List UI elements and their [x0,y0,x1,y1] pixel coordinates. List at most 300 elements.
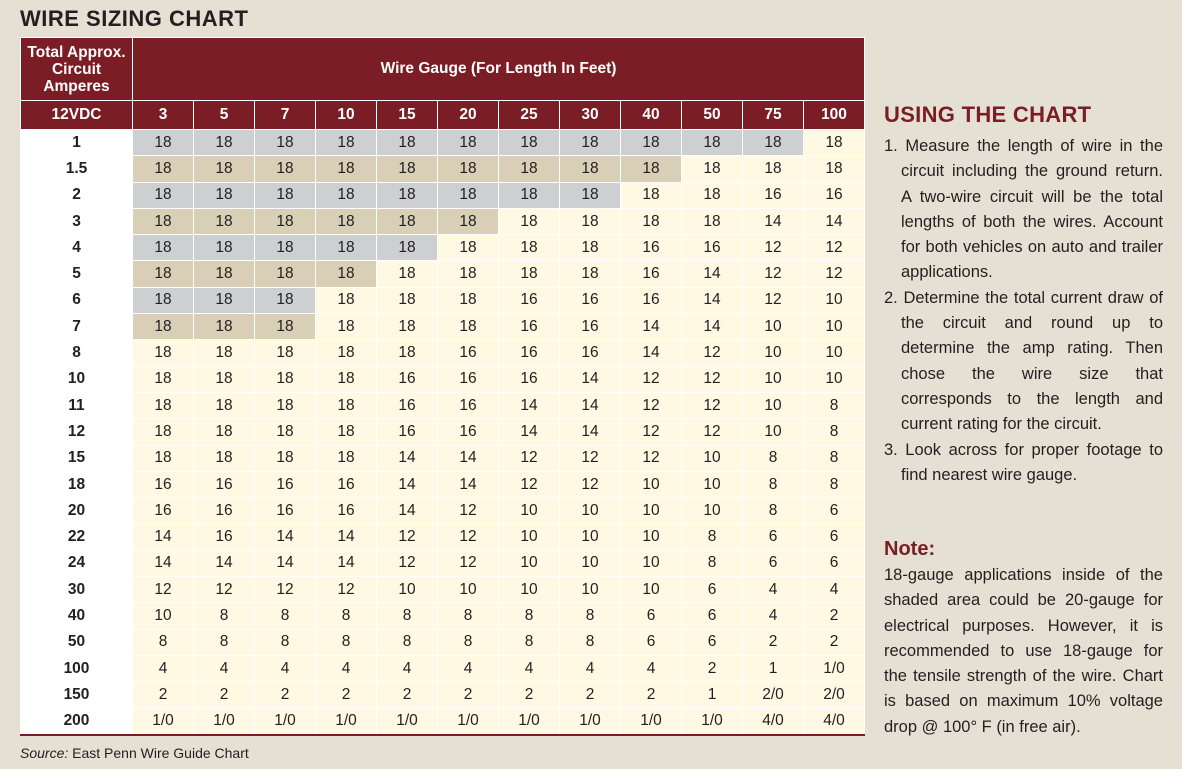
gauge-cell: 16 [743,182,804,208]
gauge-cell: 18 [682,156,743,182]
table-row [21,287,865,313]
gauge-cell: 8 [743,471,804,497]
gauge-cell: 8 [194,629,255,655]
wire-sizing-table-wrap [20,37,865,736]
table-row [21,498,865,524]
gauge-cell: 18 [255,156,316,182]
gauge-cell: 8 [682,524,743,550]
gauge-cell: 2 [621,682,682,708]
table-row [21,603,865,629]
gauge-cell: 4 [194,655,255,681]
gauge-cell: 12 [560,471,621,497]
corner-header: Total Approx. Circuit Amperes [21,38,133,101]
gauge-cell: 14 [316,524,377,550]
gauge-cell: 10 [743,366,804,392]
gauge-cell: 12 [316,577,377,603]
gauge-cell: 2 [560,682,621,708]
gauge-cell: 18 [255,392,316,418]
amps-cell: 15 [21,445,133,471]
gauge-cell: 12 [194,577,255,603]
gauge-cell: 18 [377,287,438,313]
gauge-cell: 18 [804,130,865,156]
gauge-cell: 14 [255,550,316,576]
gauge-cell: 18 [194,445,255,471]
gauge-cell: 4/0 [804,708,865,735]
gauge-cell: 10 [621,550,682,576]
gauge-cell: 12 [621,419,682,445]
amps-cell: 10 [21,366,133,392]
gauge-cell: 12 [377,524,438,550]
gauge-cell: 12 [133,577,194,603]
gauge-cell: 6 [621,603,682,629]
gauge-cell: 4 [316,655,377,681]
gauge-cell: 10 [621,498,682,524]
gauge-cell: 8 [438,629,499,655]
gauge-cell: 1/0 [438,708,499,735]
gauge-cell: 8 [194,603,255,629]
gauge-cell: 2 [316,682,377,708]
gauge-cell: 1 [743,655,804,681]
gauge-cell: 2 [743,629,804,655]
gauge-cell: 18 [255,182,316,208]
gauge-cell: 12 [438,524,499,550]
gauge-cell: 18 [438,208,499,234]
gauge-cell: 1 [682,682,743,708]
gauge-cell: 2 [255,682,316,708]
gauge-cell: 4 [133,655,194,681]
gauge-cell: 4 [743,603,804,629]
gauge-cell: 1/0 [621,708,682,735]
page-title: WIRE SIZING CHART [20,6,249,31]
gauge-cell: 10 [804,314,865,340]
length-header: 50 [682,101,743,130]
amps-cell: 11 [21,392,133,418]
gauge-cell: 14 [377,471,438,497]
gauge-cell: 12 [804,235,865,261]
gauge-cell: 18 [682,182,743,208]
amps-cell: 12 [21,419,133,445]
gauge-cell: 16 [194,471,255,497]
gauge-cell: 18 [377,156,438,182]
gauge-cell: 16 [255,471,316,497]
gauge-cell: 12 [743,261,804,287]
gauge-cell: 18 [621,208,682,234]
table-row [21,708,865,735]
gauge-cell: 18 [438,156,499,182]
gauge-cell: 8 [560,629,621,655]
gauge-cell: 6 [682,629,743,655]
gauge-cell: 14 [560,366,621,392]
gauge-cell: 10 [560,524,621,550]
gauge-cell: 18 [255,261,316,287]
gauge-cell: 18 [133,314,194,340]
table-row [21,655,865,681]
gauge-cell: 16 [499,366,560,392]
gauge-cell: 18 [255,314,316,340]
gauge-cell: 10 [743,392,804,418]
amps-cell: 150 [21,682,133,708]
gauge-cell: 18 [194,208,255,234]
gauge-cell: 18 [560,235,621,261]
gauge-cell: 16 [621,287,682,313]
gauge-cell: 12 [682,366,743,392]
gauge-cell: 8 [804,445,865,471]
gauge-cell: 18 [133,340,194,366]
gauge-cell: 12 [743,287,804,313]
gauge-cell: 12 [621,445,682,471]
gauge-cell: 18 [133,156,194,182]
gauge-cell: 14 [499,392,560,418]
gauge-cell: 18 [377,261,438,287]
gauge-cell: 18 [194,340,255,366]
gauge-cell: 14 [804,208,865,234]
gauge-cell: 10 [804,340,865,366]
gauge-cell: 18 [499,208,560,234]
gauge-cell: 8 [255,603,316,629]
gauge-cell: 10 [682,445,743,471]
gauge-cell: 16 [133,471,194,497]
source-label: Source: [20,745,69,761]
gauge-cell: 12 [621,392,682,418]
gauge-cell: 2 [804,603,865,629]
gauge-cell: 14 [621,340,682,366]
gauge-cell: 10 [621,577,682,603]
gauge-cell: 8 [743,445,804,471]
source-text: East Penn Wire Guide Chart [68,745,249,761]
gauge-cell: 18 [316,235,377,261]
amps-cell: 4 [21,235,133,261]
gauge-cell: 18 [255,366,316,392]
gauge-cell: 18 [194,235,255,261]
gauge-cell: 18 [133,445,194,471]
gauge-cell: 18 [194,182,255,208]
gauge-cell: 8 [560,603,621,629]
gauge-cell: 18 [499,130,560,156]
gauge-cell: 14 [438,445,499,471]
gauge-cell: 16 [194,524,255,550]
gauge-cell: 18 [194,261,255,287]
table-row [21,445,865,471]
gauge-cell: 4 [560,655,621,681]
gauge-cell: 16 [316,498,377,524]
gauge-cell: 6 [743,550,804,576]
gauge-cell: 18 [316,445,377,471]
gauge-cell: 4 [377,655,438,681]
table-row [21,340,865,366]
gauge-cell: 18 [804,156,865,182]
table-row [21,392,865,418]
gauge-cell: 10 [621,471,682,497]
gauge-cell: 14 [377,498,438,524]
gauge-cell: 6 [682,577,743,603]
gauge-cell: 1/0 [255,708,316,735]
table-row [21,314,865,340]
amps-cell: 22 [21,524,133,550]
instruction-step: 1. Measure the length of wire in the circuit including the ground return. A two-wire circuit will be the total lengths of both the wires. Account for both vehicles on auto and trailer applications. [884,137,1163,282]
gauge-cell: 18 [438,235,499,261]
table-row [21,208,865,234]
length-header: 40 [621,101,682,130]
instruction-step: 2. Determine the total current draw of the circuit and round up to determine the amp rating. Then chose the wire size that corresponds to the length and current rating for the circuit. [884,288,1163,434]
note-heading: Note: [884,538,936,560]
gauge-cell: 16 [560,287,621,313]
gauge-cell: 12 [377,550,438,576]
table-row [21,182,865,208]
amps-cell: 5 [21,261,133,287]
gauge-cell: 18 [438,261,499,287]
gauge-cell: 14 [682,287,743,313]
gauge-cell: 16 [316,471,377,497]
gauge-cell: 18 [133,392,194,418]
table-row [21,577,865,603]
gauge-cell: 10 [804,287,865,313]
gauge-cell: 6 [682,603,743,629]
gauge-cell: 10 [682,471,743,497]
gauge-cell: 18 [255,130,316,156]
gauge-cell: 16 [499,314,560,340]
table-row [21,682,865,708]
gauge-cell: 1/0 [804,655,865,681]
table-row [21,471,865,497]
gauge-cell: 18 [133,366,194,392]
gauge-cell: 18 [377,340,438,366]
gauge-cell: 16 [438,392,499,418]
table-row [21,629,865,655]
length-header: 30 [560,101,621,130]
length-header: 100 [804,101,865,130]
gauge-cell: 16 [560,340,621,366]
gauge-cell: 18 [255,208,316,234]
gauge-cell: 18 [316,419,377,445]
amps-cell: 50 [21,629,133,655]
gauge-cell: 18 [743,130,804,156]
gauge-cell: 2 [438,682,499,708]
gauge-cell: 1/0 [560,708,621,735]
gauge-cell: 4 [255,655,316,681]
table-row [21,366,865,392]
gauge-cell: 18 [255,287,316,313]
gauge-cell: 2 [804,629,865,655]
instruction-step: 3. Look across for proper footage to find nearest wire gauge. [884,440,1163,484]
gauge-cell: 8 [804,392,865,418]
gauge-cell: 2 [682,655,743,681]
gauge-cell: 12 [682,340,743,366]
table-row [21,235,865,261]
gauge-cell: 4 [499,655,560,681]
amps-cell: 1.5 [21,156,133,182]
gauge-cell: 8 [804,419,865,445]
gauge-cell: 18 [255,340,316,366]
gauge-cell: 18 [438,287,499,313]
gauge-cell: 18 [499,156,560,182]
gauge-cell: 16 [804,182,865,208]
amps-cell: 3 [21,208,133,234]
gauge-cell: 16 [621,235,682,261]
length-header: 20 [438,101,499,130]
length-header: 25 [499,101,560,130]
amps-cell: 100 [21,655,133,681]
amps-cell: 18 [21,471,133,497]
table-row [21,130,865,156]
amps-cell: 1 [21,130,133,156]
gauge-cell: 8 [255,629,316,655]
gauge-cell: 18 [743,156,804,182]
gauge-cell: 18 [560,208,621,234]
gauge-cell: 18 [560,261,621,287]
gauge-cell: 12 [499,445,560,471]
instruction-list [884,134,1163,488]
gauge-cell: 18 [560,156,621,182]
gauge-cell: 18 [621,156,682,182]
gauge-cell: 18 [133,208,194,234]
gauge-cell: 18 [316,156,377,182]
amps-cell: 2 [21,182,133,208]
gauge-cell: 10 [499,524,560,550]
gauge-cell: 18 [133,287,194,313]
gauge-cell: 18 [499,182,560,208]
gauge-cell: 8 [743,498,804,524]
gauge-cell: 14 [316,550,377,576]
gauge-cell: 10 [743,314,804,340]
gauge-cell: 8 [377,629,438,655]
gauge-cell: 8 [804,471,865,497]
gauge-cell: 10 [682,498,743,524]
gauge-cell: 18 [316,366,377,392]
gauge-cell: 10 [499,498,560,524]
gauge-cell: 10 [499,577,560,603]
note-panel [884,538,1163,740]
gauge-cell: 10 [377,577,438,603]
row-label-header: 12VDC [21,101,133,130]
gauge-cell: 18 [194,130,255,156]
gauge-cell: 18 [682,208,743,234]
gauge-cell: 2/0 [743,682,804,708]
gauge-cell: 10 [560,577,621,603]
gauge-cell: 4/0 [743,708,804,735]
gauge-cell: 18 [255,445,316,471]
gauge-cell: 10 [743,419,804,445]
gauge-cell: 16 [194,498,255,524]
gauge-cell: 18 [438,314,499,340]
length-header: 3 [133,101,194,130]
gauge-cell: 18 [316,261,377,287]
gauge-cell: 10 [621,524,682,550]
gauge-cell: 14 [255,524,316,550]
gauge-cell: 14 [560,392,621,418]
gauge-cell: 18 [194,314,255,340]
gauge-cell: 18 [682,130,743,156]
note-text: 18-gauge applications inside of the shaded area could be 20-gauge for electrical purposes. However, it is recommended to use 18-gauge for the tensile strength of the wire. Chart is based on maximum 10% voltage drop @ 100° F (in free air). [884,566,1163,736]
gauge-cell: 12 [804,261,865,287]
gauge-cell: 18 [316,287,377,313]
gauge-cell: 8 [316,629,377,655]
amps-cell: 30 [21,577,133,603]
gauge-cell: 18 [377,130,438,156]
gauge-cell: 6 [743,524,804,550]
gauge-cell: 2 [133,682,194,708]
table-body [21,130,865,735]
gauge-cell: 14 [438,471,499,497]
gauge-cell: 18 [499,235,560,261]
gauge-cell: 16 [377,392,438,418]
gauge-cell: 12 [743,235,804,261]
gauge-cell: 18 [316,208,377,234]
gauge-cell: 6 [804,524,865,550]
gauge-cell: 18 [133,261,194,287]
gauge-cell: 18 [255,419,316,445]
gauge-cell: 14 [682,314,743,340]
gauge-cell: 16 [682,235,743,261]
gauge-cell: 16 [621,261,682,287]
gauge-cell: 6 [804,498,865,524]
gauge-cell: 16 [377,419,438,445]
gauge-cell: 1/0 [316,708,377,735]
gauge-cell: 10 [560,550,621,576]
gauge-cell: 1/0 [133,708,194,735]
gauge-cell: 16 [438,419,499,445]
source-note [20,745,249,761]
gauge-cell: 14 [133,524,194,550]
gauge-cell: 2/0 [804,682,865,708]
gauge-cell: 12 [438,498,499,524]
gauge-cell: 10 [804,366,865,392]
gauge-cell: 18 [377,208,438,234]
gauge-cell: 10 [133,603,194,629]
table-row [21,419,865,445]
amps-cell: 200 [21,708,133,735]
gauge-cell: 18 [438,182,499,208]
amps-cell: 8 [21,340,133,366]
gauge-cell: 4 [621,655,682,681]
using-the-chart-panel [884,102,1163,488]
gauge-cell: 4 [804,577,865,603]
gauge-cell: 18 [255,235,316,261]
using-heading: USING THE CHART [884,102,1092,127]
gauge-cell: 18 [316,340,377,366]
length-header: 7 [255,101,316,130]
amps-cell: 6 [21,287,133,313]
gauge-cell: 18 [194,392,255,418]
gauge-cell: 16 [377,366,438,392]
table-row [21,524,865,550]
gauge-cell: 18 [499,261,560,287]
gauge-cell: 1/0 [377,708,438,735]
gauge-cell: 8 [133,629,194,655]
gauge-cell: 10 [560,498,621,524]
amps-cell: 20 [21,498,133,524]
gauge-cell: 1/0 [682,708,743,735]
gauge-cell: 16 [438,366,499,392]
gauge-cell: 10 [438,577,499,603]
gauge-cell: 1/0 [499,708,560,735]
gauge-cell: 2 [194,682,255,708]
gauge-cell: 18 [377,314,438,340]
gauge-cell: 16 [499,340,560,366]
amps-cell: 24 [21,550,133,576]
gauge-cell: 16 [499,287,560,313]
gauge-cell: 14 [133,550,194,576]
gauge-cell: 18 [377,235,438,261]
gauge-cell: 8 [316,603,377,629]
gauge-cell: 8 [438,603,499,629]
gauge-cell: 14 [621,314,682,340]
gauge-cell: 8 [499,629,560,655]
gauge-cell: 10 [743,340,804,366]
gauge-cell: 4 [743,577,804,603]
length-header-row [21,101,865,130]
gauge-cell: 18 [621,182,682,208]
amps-cell: 7 [21,314,133,340]
